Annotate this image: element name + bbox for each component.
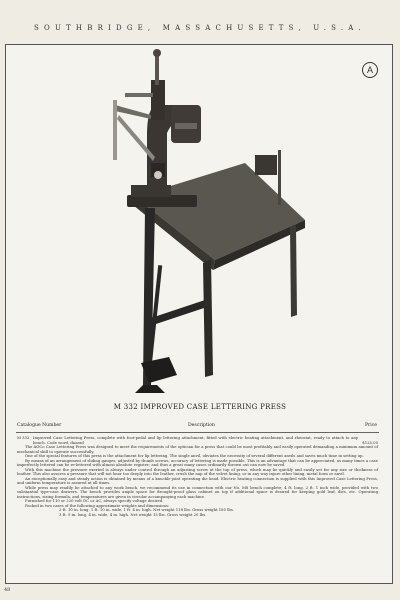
dimension-line: 2 ft. 10 in. long, 1 ft. 10 in. wide, 1 ft. 4 in. high. Net weight 118 lbs. Gross weight 185 lbs. [59,507,235,512]
paragraph: The AOCo Case Lettering Press was designed to meet the requirements of the optician for a press that could be most profitably and easily operated demanding a minimum amount of mechanical skill to operate successfully. [17,444,378,454]
paragraph: One of the special features of this press is the attachment for lip lettering. The single anvil, obviates the necessity of several different anvils and saves much time in setting up. [25,453,364,458]
description-header: Description [188,423,215,428]
page-header: SOUTHBRIDGE, MASSACHUSETTS, U.S.A. [34,24,366,32]
paragraph: Furnished for 110 or 220 volt DC or AC, always specify voltage desired. [25,498,164,503]
paragraph: By means of an arrangement of sliding gauges, adjusted by thumb screws, accuracy of lettering is made possible. This is an advantage that can be appreciated, as many times a case imperfectly lettered can be re-lettered with almost absolute register; and thus a great many cases ordinarily thrown out can now be saved. [17,457,378,467]
paragraph: With this machine the pressure exerted is always under control through an adjusting screw at the top of press, which may be quickly and easily set for any size or thickness of leather. This also assures a pressure that will not bear too deeply into the leather, crush the nap of the velvet lining, or in any way injure other lining, metal form or anvil. [17,466,378,476]
catalog-item [17,436,378,445]
product-caption: M 332 IMPROVED CASE LETTERING PRESS [113,403,287,411]
paragraph: Packed in two cases of the following approximate weights and dimensions: [25,502,170,508]
paragraph: While press may readily be attached to any work bench, we recommend its use in connection with our No. M8 bench complete; 4 ft. long, 2 ft. 1 inch wide, provided with two substantial type-case drawers. The bench provides ample space for drought-proof glass cabinet on top if additional space is desired for keeping gold leaf, dies, etc. Operating instructions, sizing formula, and temperatures are given in circular accompanying each machine. [17,484,378,499]
catalog-number-header: Catalogue Number [17,423,62,428]
item-number: M 332 [17,435,30,440]
page-number: 48 [4,587,11,593]
item-description: Improved Case Lettering Press, complete with foot-pedal and lip lettering attachment, fitted with electric heating attachment, and rheostat, ready to attach to any bench. Code word, dazzad [33,435,358,445]
dimension-line: 3 ft. 9 in. long, 4 in. wide, 4 in. high. Net weight 15 lbs. Gross weight 20 lbs. [59,511,207,517]
aoco-logo: A [362,62,378,78]
press-photo [95,45,315,395]
item-price: $125.00 [362,439,378,445]
description-body [17,436,378,517]
price-header: Price [364,423,377,428]
column-headers [16,422,379,433]
paragraph: An exceptionally easy and steady action is obtained by means of a knuckle-joint operating die head. Electric heating connection is supplied with this Improved Case Lettering Press, and uniform temperature is assured at all times. [17,475,378,485]
